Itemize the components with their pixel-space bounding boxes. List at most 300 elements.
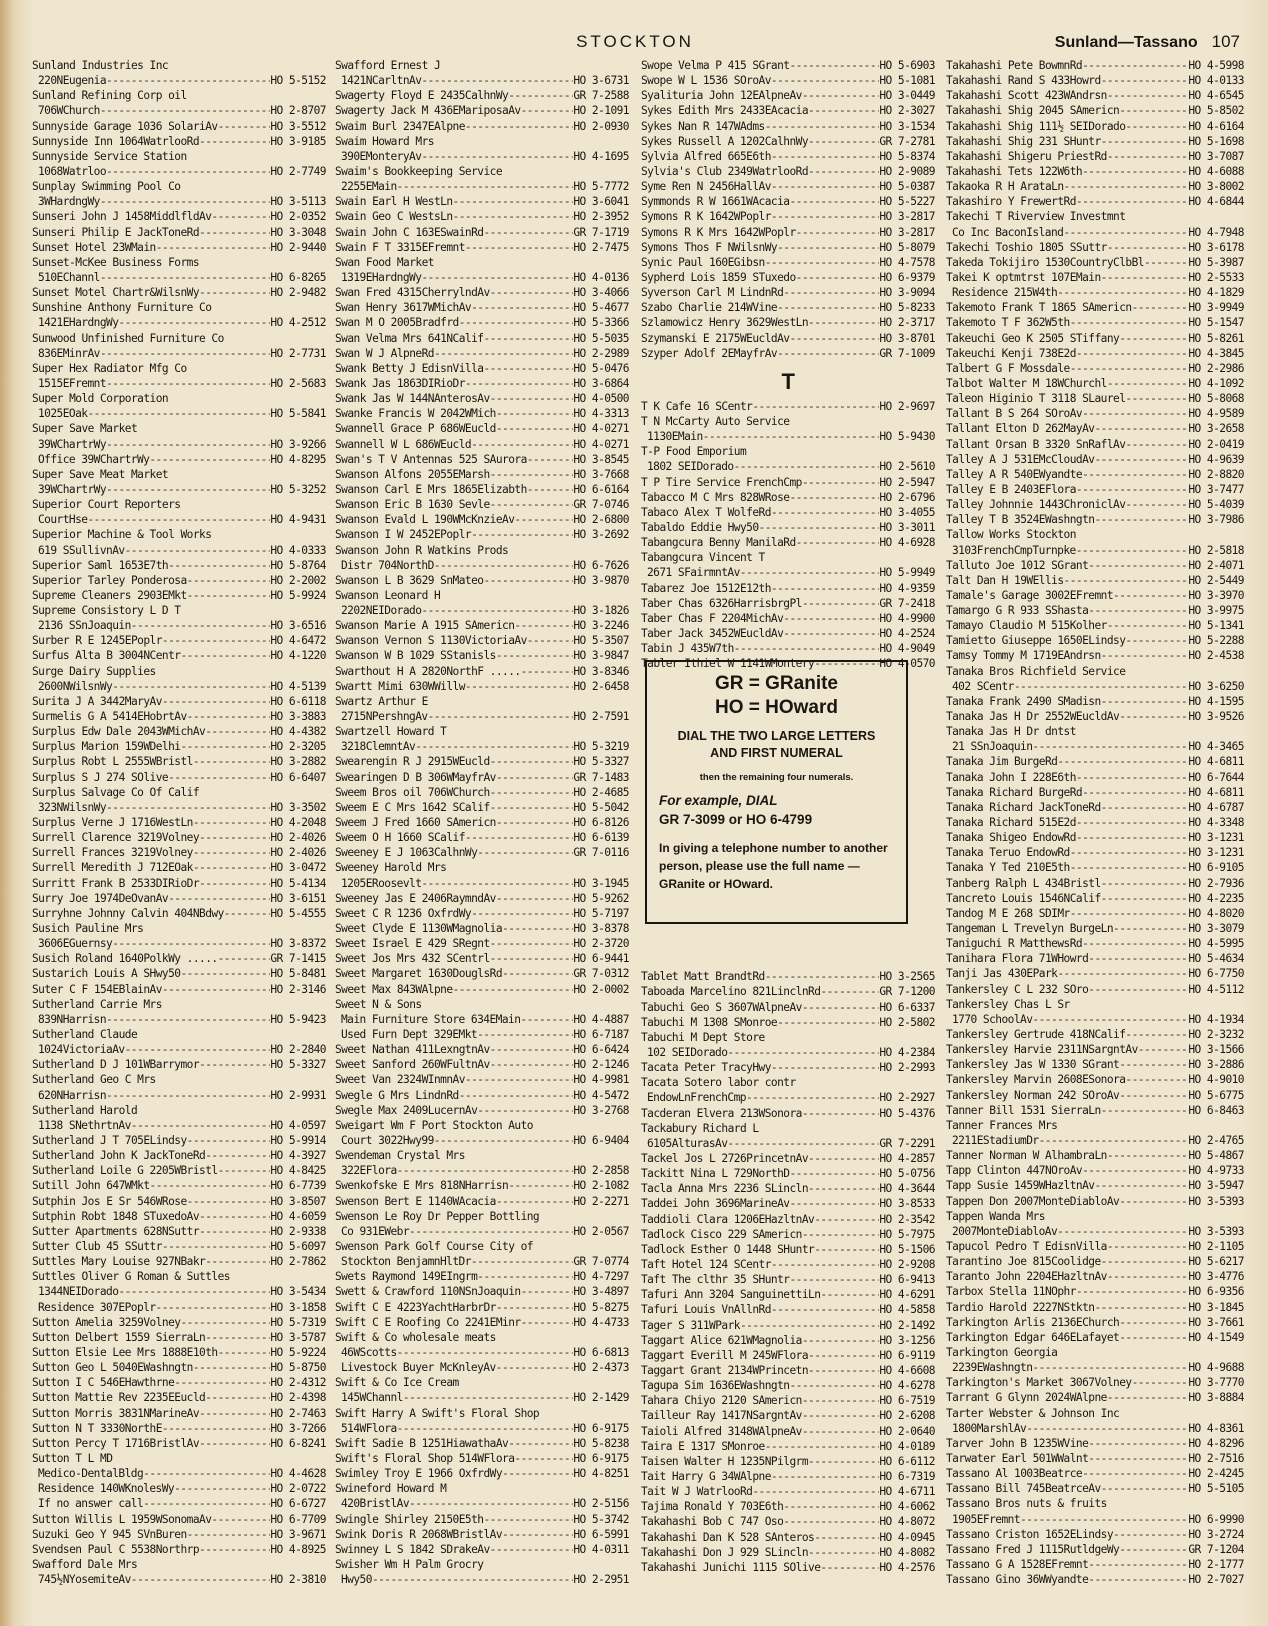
- listing-entry: [946, 633, 1244, 648]
- listing-entry: [946, 73, 1244, 88]
- listing-entry: [32, 1012, 326, 1027]
- listing-entry: [946, 876, 1244, 891]
- listing-entry: [32, 603, 326, 618]
- listing-phone: HO 3-5434: [270, 1285, 326, 1299]
- listing-phone: HO 2-7475: [573, 240, 629, 254]
- listing-name: Talley E B 2403EFlora: [946, 482, 1076, 496]
- listing-phone: HO 5-4634: [1188, 952, 1244, 966]
- leader-dashes: [496, 1300, 574, 1315]
- leader-dashes: [490, 754, 574, 769]
- listing-entry: [946, 1496, 1244, 1511]
- listing-phone: HO 2-2840: [270, 1043, 326, 1057]
- leader-dashes: [1119, 1330, 1188, 1345]
- listing-name: Symons R K Mrs 1642WPoplr: [641, 225, 796, 239]
- listing-entry: [335, 982, 629, 997]
- listing-entry: [32, 906, 326, 921]
- leader-dashes: [421, 270, 573, 285]
- listing-entry: [335, 906, 629, 921]
- listing-phone: HO 5-8502: [1188, 104, 1244, 118]
- listing-entry: [32, 315, 326, 330]
- leader-dashes: [496, 648, 574, 663]
- listing-entry: [335, 376, 629, 391]
- listing-name: Sunseri Philip E JackToneRd: [32, 225, 200, 239]
- leader-dashes: [1088, 1572, 1188, 1587]
- listing-entry: [641, 399, 935, 414]
- listing-entry: [946, 1103, 1244, 1118]
- leader-dashes: [187, 1133, 271, 1148]
- exchange-gr: GR = GRanite: [715, 673, 838, 694]
- listing-name: Tackabury Richard L: [641, 1121, 759, 1135]
- listing-name: Taggart Grant 2134WPrincetn: [641, 1364, 809, 1377]
- listing-entry: [946, 119, 1244, 134]
- listing-entry: [335, 497, 629, 512]
- listing-phone: HO 3-8545: [573, 452, 629, 466]
- leader-dashes: [820, 1287, 879, 1302]
- leader-dashes: [490, 1057, 574, 1072]
- listing-phone: HO 5-8233: [879, 301, 935, 315]
- listing-name: Taggart Alice 621WMagnolia: [641, 1333, 802, 1347]
- leader-dashes: [777, 240, 879, 255]
- listing-phone: HO 6-9175: [573, 1451, 629, 1465]
- listing-name: Sypherd Lois 1859 STuxedo: [641, 270, 796, 284]
- listing-entry: [641, 164, 935, 179]
- leader-dashes: [1076, 543, 1189, 558]
- leader-dashes: [808, 315, 879, 330]
- leader-dashes: [205, 1148, 270, 1163]
- listing-entry: [641, 581, 935, 596]
- listing-name: Takahashi Shig 111½ SEIDorado: [946, 119, 1126, 133]
- listing-name: 3606EGuernsy: [38, 937, 113, 951]
- leader-dashes: [808, 1181, 879, 1196]
- listing-entry: [32, 452, 326, 467]
- listing-phone: HO 3-2246: [573, 619, 629, 633]
- listing-phone: HO 4-8082: [879, 1545, 935, 1559]
- listing-name: Surryhne Johnny Calvin 404NBdwy: [32, 906, 224, 920]
- listing-phone: HO 6-6813: [573, 1345, 629, 1359]
- listing-name: Swan Henry 3617WMichAv: [335, 301, 472, 315]
- listing-entry: [335, 921, 629, 936]
- listing-phone: HO 3-9094: [879, 286, 935, 300]
- leader-dashes: [1082, 1163, 1188, 1178]
- leader-dashes: [143, 1496, 270, 1511]
- listing-entry: [641, 596, 935, 611]
- listing-name: Surplus Verne J 1716WestLn: [32, 816, 193, 830]
- listing-phone: HO 4-7948: [1188, 225, 1244, 239]
- listing-phone: HO 3-9870: [573, 573, 629, 587]
- leader-dashes: [1070, 906, 1189, 921]
- listing-phone: HO 4-0271: [573, 437, 629, 451]
- listing-phone: HO 2-7862: [270, 1255, 326, 1269]
- listing-entry: [32, 119, 326, 134]
- listing-phone: HO 6-8463: [1188, 1103, 1244, 1117]
- listing-name: Tanihara Flora 71WHowrd: [946, 952, 1089, 966]
- listing-entry: [335, 1330, 629, 1345]
- listing-name: 402 SCentr: [952, 679, 1014, 693]
- leader-dashes: [193, 860, 271, 875]
- listing-entry: [32, 406, 326, 421]
- listing-name: Swift Sadie B 1251HiawathaAv: [335, 1436, 509, 1450]
- listing-name: Sweeney Jas E 2406RaymndAv: [335, 891, 496, 905]
- leader-dashes: [1076, 815, 1188, 830]
- listing-name: Tanaka Y Ted 210E5th: [946, 861, 1070, 875]
- listing-name: Swift Harry A Swift's Floral Shop: [335, 1406, 540, 1420]
- listing-entry: [946, 240, 1244, 255]
- listing-name: Sweem E C Mrs 1642 SCalif: [335, 800, 490, 814]
- leader-dashes: [1119, 709, 1188, 724]
- leader-dashes: [187, 573, 271, 588]
- listing-entry: [335, 270, 629, 285]
- listing-entry: [32, 1133, 326, 1148]
- example-label: For example, DIAL: [659, 793, 778, 808]
- listing-name: Sweet Sanford 260WFultnAv: [335, 1058, 490, 1072]
- listing-name: Swan Velma Mrs 641NCalif: [335, 331, 484, 345]
- listing-name: Swannell W L 686WEucld: [335, 437, 472, 451]
- listing-name: Tanaka Shigeo EndowRd: [946, 831, 1076, 845]
- listing-name: Swets Raymond 149EIngrm: [335, 1270, 478, 1284]
- listing-entry: [641, 73, 935, 88]
- listing-name: Swineford Howard M: [335, 1482, 447, 1496]
- listing-entry: [32, 1118, 326, 1133]
- listing-name: Sunseri John J 1458MiddlfldAv: [32, 210, 212, 224]
- listing-phone: HO 5-0476: [573, 361, 629, 375]
- listing-entry: [32, 633, 326, 648]
- leader-dashes: [759, 520, 880, 535]
- leader-dashes: [100, 270, 270, 285]
- listing-entry: [335, 88, 629, 103]
- listing-phone: HO 4-3465: [1188, 740, 1244, 754]
- leader-dashes: [514, 1451, 573, 1466]
- listing-phone: HO 3-9975: [1188, 604, 1244, 618]
- listing-entry: [335, 512, 629, 527]
- listing-phone: HO 3-0472: [270, 861, 326, 875]
- listing-phone: HO 6-7187: [573, 1028, 629, 1041]
- listing-entry: [641, 1348, 935, 1363]
- listing-name: 1421NCarltnAv: [341, 74, 422, 88]
- listing-phone: HO 3-8533: [879, 1197, 935, 1211]
- listing-entry: [32, 1345, 326, 1360]
- listing-name: 2239EWashngtn: [952, 1361, 1033, 1375]
- listing-name: Sweet Clyde E 1130WMagnolia: [335, 922, 503, 936]
- listing-name: 1421EHardngWy: [38, 316, 119, 330]
- listing-phone: HO 3-4066: [573, 286, 629, 300]
- listing-phone: HO 3-9526: [1188, 710, 1244, 724]
- listing-name: Superior Machine & Tool Works: [32, 528, 212, 542]
- listing-name: Used Furn Dept 329EMkt: [341, 1028, 478, 1041]
- leader-dashes: [162, 1421, 270, 1436]
- leader-dashes: [1113, 921, 1188, 936]
- leader-dashes: [453, 194, 574, 209]
- leader-dashes: [199, 225, 270, 240]
- listing-entry: [32, 648, 326, 663]
- listing-entry: [335, 527, 629, 542]
- listing-name: Tanaka Jas H Dr dntst: [946, 725, 1076, 739]
- listing-entry: [32, 1103, 326, 1118]
- leader-dashes: [771, 1469, 879, 1484]
- listing-name: Talley T B 3524EWashngtn: [946, 513, 1095, 527]
- leader-dashes: [802, 1408, 880, 1423]
- listing-name: Tanaka Teruo EndowRd: [946, 846, 1070, 860]
- listing-phone: HO 3-9949: [1188, 301, 1244, 315]
- leader-dashes: [477, 845, 573, 860]
- listing-phone: HO 3-4055: [879, 505, 935, 519]
- listing-entry: [32, 543, 326, 558]
- listing-entry: [946, 285, 1244, 300]
- listing-phone: HO 2-6458: [573, 679, 629, 693]
- listing-entry: [32, 527, 326, 542]
- listing-phone: HO 5-4039: [1188, 498, 1244, 512]
- listing-entry: [641, 1454, 935, 1469]
- leader-dashes: [471, 1254, 573, 1269]
- listing-phone: HO 5-9924: [270, 588, 326, 602]
- listing-phone: GR 7-0312: [573, 967, 629, 981]
- listing-phone: HO 3-7668: [573, 467, 629, 481]
- listing-name: Susich Roland 1640PolkWy .....: [32, 952, 218, 966]
- listing-entry: [335, 1315, 629, 1330]
- leader-dashes: [490, 951, 574, 966]
- listing-entry: [335, 1360, 629, 1375]
- listing-entry: [32, 558, 326, 573]
- leader-dashes: [1101, 891, 1189, 906]
- leader-dashes: [1082, 1466, 1188, 1481]
- listing-phone: HO 5-7772: [573, 180, 629, 194]
- leader-dashes: [187, 1527, 271, 1542]
- leader-dashes: [483, 573, 573, 588]
- listing-phone: HO 2-1091: [573, 104, 629, 118]
- listing-name: Szymanski E 2175WEucldAv: [641, 331, 790, 345]
- listing-name: 1068Watrloo: [38, 164, 107, 178]
- listing-phone: HO 3-3048: [270, 225, 326, 239]
- leader-dashes: [1076, 830, 1188, 845]
- listing-phone: HO 3-8346: [573, 664, 629, 678]
- listing-entry: [32, 724, 326, 739]
- listing-name: Surita J A 3442MaryAv: [32, 694, 162, 708]
- listing-name: Talt Dan H 19WEllis: [946, 573, 1064, 587]
- listing-phone: HO 3-9847: [573, 649, 629, 663]
- listing-entry: [32, 225, 326, 240]
- listing-name: Tabacco M C Mrs 828WRose: [641, 490, 790, 504]
- listing-name: Tardio Harold 2227NStktn: [946, 1300, 1095, 1314]
- leader-dashes: [527, 633, 574, 648]
- listing-name: Tait Harry G 34WAlpne: [641, 1469, 771, 1483]
- listing-name: Swanson Carl E Mrs 1865Elizabth: [335, 482, 527, 496]
- listing-entry: [335, 1118, 629, 1133]
- listing-name: Sutherland John K JackToneRd: [32, 1149, 206, 1163]
- listing-entry: [32, 966, 326, 981]
- listing-name: Swendeman Crystal Mrs: [335, 1149, 465, 1163]
- listing-entry: [946, 648, 1244, 663]
- listing-entry: [32, 1042, 326, 1057]
- listing-phone: HO 3-3883: [270, 710, 326, 724]
- listing-name: 1770 SchoolAv: [952, 1012, 1033, 1026]
- leader-dashes: [483, 331, 573, 346]
- listing-phone: HO 5-7975: [879, 1227, 935, 1241]
- listing-entry: [335, 1300, 629, 1315]
- listing-entry: [32, 331, 326, 346]
- listing-phone: HO 3-7661: [1188, 1315, 1244, 1329]
- leader-dashes: [199, 830, 270, 845]
- listing-phone: HO 2-6796: [879, 490, 935, 504]
- listing-phone: HO 5-7319: [270, 1315, 326, 1329]
- listing-phone: HO 6-6407: [270, 770, 326, 784]
- listing-name: Takahashi Don J 929 SLincln: [641, 1545, 809, 1559]
- listing-name: Surmelis G A 5414EHobrtAv: [32, 710, 187, 724]
- listing-name: Surge Dairy Supplies: [32, 664, 156, 678]
- listing-name: Tankersley Chas L Sr: [946, 997, 1070, 1011]
- listing-name: 1905EFremnt: [952, 1512, 1021, 1526]
- leader-dashes: [428, 709, 574, 724]
- listing-name: Sutherland J T 705ELindsy: [32, 1133, 187, 1147]
- leader-dashes: [218, 119, 271, 134]
- listing-entry: [335, 785, 629, 800]
- listing-entry: [335, 876, 629, 891]
- listing-name: Sylvia's Club 2349WatrlooRd: [641, 164, 809, 178]
- leader-dashes: [777, 300, 879, 315]
- listing-entry: [32, 1148, 326, 1163]
- listing-entry: [32, 588, 326, 603]
- leader-dashes: [180, 648, 270, 663]
- listing-name: Co 931EWebr: [341, 1224, 410, 1238]
- leader-dashes: [820, 984, 879, 999]
- listing-entry: [335, 1557, 629, 1572]
- leader-dashes: [1057, 1224, 1188, 1239]
- listing-name: Szyper Adolf 2EMayfrAv: [641, 346, 778, 360]
- leader-dashes: [421, 73, 573, 88]
- listing-name: Tackitt Nina L 729NorthD: [641, 1167, 790, 1181]
- listing-entry: [32, 1163, 326, 1178]
- listing-entry: [32, 1072, 326, 1087]
- listing-name: 514WFlora: [341, 1421, 397, 1435]
- listing-entry: [641, 315, 935, 330]
- listing-phone: HO 6-6727: [270, 1497, 326, 1511]
- leader-dashes: [483, 225, 573, 240]
- listing-name: Swanson Marie A 1915 SAmericn: [335, 619, 515, 633]
- leader-dashes: [1125, 437, 1188, 452]
- listing-name: Sylvia Alfred 665E6th: [641, 149, 771, 163]
- listing-name: Takahashi Scott 423WAndrsn: [946, 89, 1107, 103]
- listing-phone: HO 2-4373: [573, 1361, 629, 1375]
- listing-entry: [32, 437, 326, 452]
- listing-phone: HO 3-5393: [1188, 1224, 1244, 1238]
- leader-dashes: [1070, 315, 1189, 330]
- listing-entry: [946, 1451, 1244, 1466]
- leader-dashes: [87, 512, 270, 527]
- listing-name: Talluto Joe 1012 SGrant: [946, 558, 1089, 572]
- listing-phone: HO 5-6903: [879, 59, 935, 72]
- listing-name: Tassano Bill 745BeatrceAv: [946, 1482, 1101, 1496]
- leader-dashes: [1076, 482, 1188, 497]
- listing-name: Takahashi Bob C 747 Oso: [641, 1515, 784, 1529]
- listing-entry: [641, 969, 935, 984]
- listing-entry: [335, 860, 629, 875]
- listing-phone: HO 2-0930: [573, 119, 629, 133]
- listing-entry: [335, 482, 629, 497]
- listing-column-4: [946, 58, 1244, 1587]
- listing-name: T K Cafe 16 SCentr: [641, 399, 753, 413]
- listing-entry: [946, 1254, 1244, 1269]
- leader-dashes: [199, 1406, 270, 1421]
- listing-name: Taber Jack 3452WEucldAv: [641, 626, 784, 640]
- leader-dashes: [1088, 1436, 1188, 1451]
- leader-dashes: [802, 88, 880, 103]
- leader-dashes: [1070, 845, 1189, 860]
- listing-phone: HO 6-7739: [270, 1179, 326, 1193]
- leader-dashes: [808, 164, 879, 179]
- listing-entry: [335, 800, 629, 815]
- leader-dashes: [1101, 270, 1189, 285]
- listing-phone: HO 4-3313: [573, 407, 629, 421]
- listing-name: Hwy50: [341, 1573, 372, 1587]
- leader-dashes: [1119, 1315, 1188, 1330]
- listing-entry: [335, 134, 629, 149]
- listing-name: Tacderan Elvera 213WSonora: [641, 1106, 802, 1120]
- listing-entry: [946, 164, 1244, 179]
- listing-name: Swink Doris R 2068WBristlAv: [335, 1527, 503, 1541]
- listing-phone: HO 4-3348: [1188, 816, 1244, 830]
- listing-entry: [641, 444, 935, 459]
- listing-name: Tadlock Esther O 1448 SHuntr: [641, 1242, 815, 1256]
- listing-phone: HO 2-2858: [573, 1164, 629, 1178]
- listing-entry: [32, 1436, 326, 1451]
- listing-entry: [641, 535, 935, 550]
- listing-name: Svendsen Paul C 5538Northrp: [32, 1542, 200, 1556]
- leader-dashes: [521, 103, 574, 118]
- listing-name: 102 SEIDorado: [647, 1046, 728, 1060]
- listing-entry: [335, 391, 629, 406]
- listing-phone: HO 3-9671: [270, 1527, 326, 1541]
- listing-name: Taranto John 2204EHazltnAv: [946, 1270, 1107, 1284]
- listing-phone: HO 2-9697: [879, 399, 935, 413]
- listing-entry: [946, 724, 1244, 739]
- listing-entry: [946, 1057, 1244, 1072]
- listing-entry: [641, 1469, 935, 1484]
- leader-dashes: [771, 73, 879, 88]
- listing-phone: GR 7-2781: [879, 134, 935, 148]
- listing-entry: [32, 300, 326, 315]
- listing-phone: HO 4-8072: [879, 1515, 935, 1529]
- listing-name: Tapp Susie 1459WHazltnAv: [946, 1179, 1095, 1193]
- listing-entry: [946, 966, 1244, 981]
- listing-entry: [641, 565, 935, 580]
- listing-entry: [335, 1194, 629, 1209]
- leader-dashes: [162, 633, 270, 648]
- listing-name: Supreme Consistory L D T: [32, 604, 181, 618]
- listing-name: 2715NPershngAv: [341, 710, 428, 724]
- listing-name: Supreme Cleaners 2903EMkt: [32, 588, 187, 602]
- listing-phone: HO 3-6041: [573, 195, 629, 209]
- listing-name: Tarkington Edgar 646ELafayet: [946, 1330, 1120, 1344]
- leader-dashes: [1101, 876, 1189, 891]
- leader-dashes: [453, 982, 574, 997]
- listing-phone: HO 4-6711: [879, 1485, 935, 1499]
- listing-phone: HO 5-3366: [573, 316, 629, 330]
- listing-name: Sutherland D J 101WBarrymor: [32, 1058, 200, 1072]
- leader-dashes: [131, 1572, 271, 1587]
- leader-dashes: [1057, 966, 1188, 981]
- listing-entry: [335, 633, 629, 648]
- leader-dashes: [459, 1088, 574, 1103]
- leader-dashes: [483, 361, 573, 376]
- listing-phone: HO 2-5449: [1188, 573, 1244, 587]
- listing-phone: HO 6-7519: [879, 1394, 935, 1408]
- listing-name: Tarkington Arlis 2136EChurch: [946, 1315, 1120, 1329]
- leader-dashes: [156, 1300, 271, 1315]
- listing-phone: HO 4-5858: [879, 1303, 935, 1317]
- listing-entry: [32, 1557, 326, 1572]
- listing-phone: HO 4-6545: [1188, 89, 1244, 103]
- listing-name: Taddei John 3696MarineAv: [641, 1197, 790, 1211]
- leader-dashes: [193, 845, 271, 860]
- listing-entry: [335, 618, 629, 633]
